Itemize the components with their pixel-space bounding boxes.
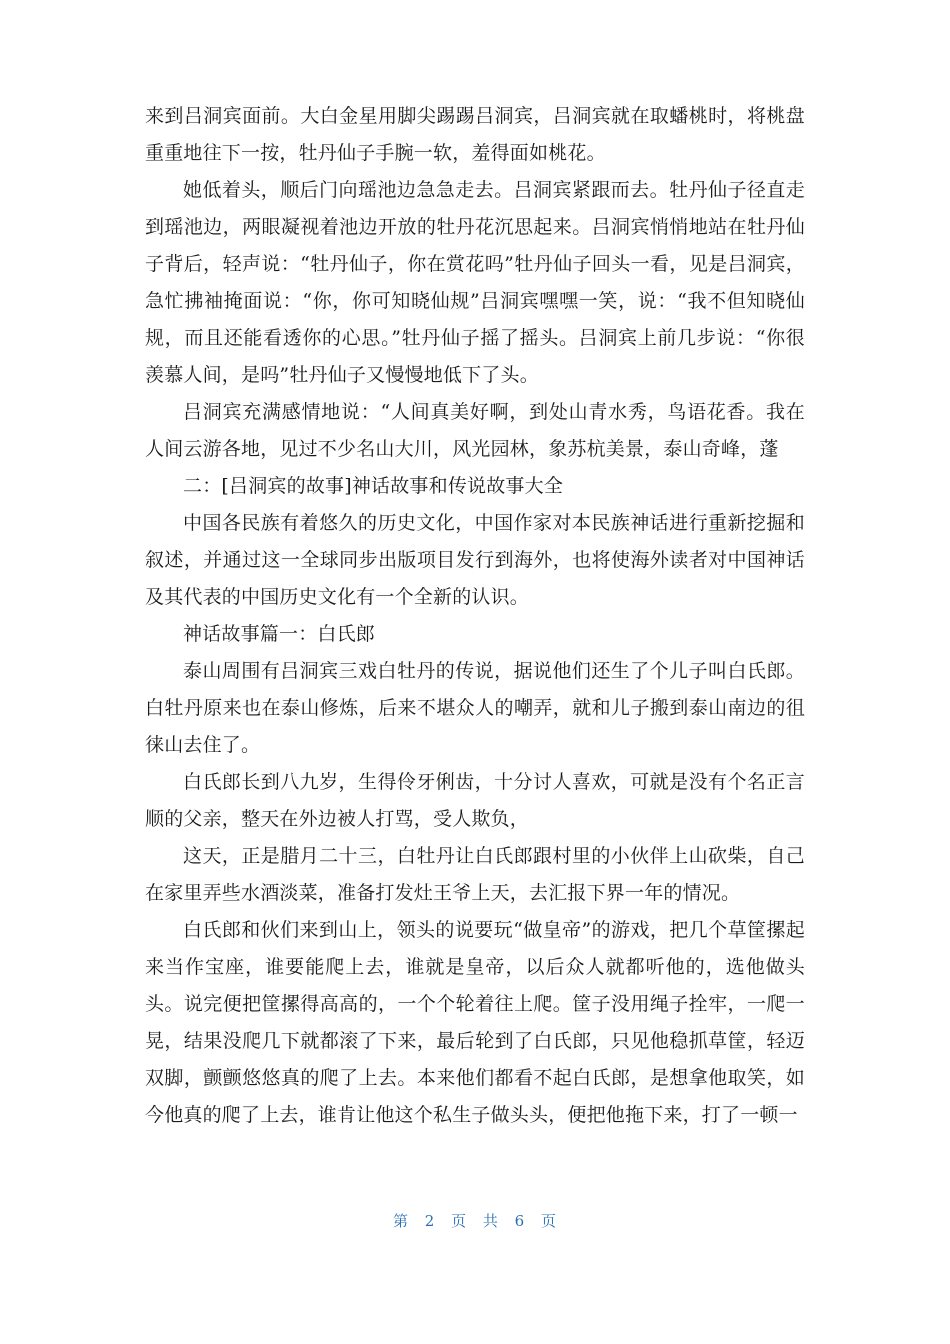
paragraph: 吕洞宾充满感情地说：“人间真美好啊，到处山青水秀，鸟语花香。我在人间云游各地，见过不少名山大川，风光园林，象苏杭美景，泰山奇峰，蓬: [145, 401, 805, 460]
paragraph: 这天，正是腊月二十三，白牡丹让白氏郎跟村里的小伙伴上山砍柴，自己在家里弄些水酒淡菜，准备打发灶王爷上天，去汇报下界一年的情况。: [145, 845, 805, 904]
paragraph: 白氏郎和伙们来到山上，领头的说要玩“做皇帝”的游戏，把几个草筐摞起来当作宝座，谁要能爬上去，谁就是皇帝，以后众人就都听他的，选他做头头。说完便把筐摞得高高的，一个个轮着往上爬。筐子没用绳子拴牢，一爬一晃，结果没爬几下就都滚了下来，最后轮到了白氏郎，只见他稳抓草筐，轻迈双脚，颤颤悠悠真的爬了上去。本来他们都看不起白氏郎，是想拿他取笑，如今他真的爬了上去，谁肯让他这个私生子做头头，便把他拖下来，打了一顿一: [145, 919, 805, 1126]
paragraph: 中国各民族有着悠久的历史文化，中国作家对本民族神话进行重新挖掘和叙述，并通过这一全球同步出版项目发行到海外，也将使海外读者对中国神话及其代表的中国历史文化有一个全新的认识。: [145, 512, 805, 608]
section-heading: 二：[吕洞宾的故事]神话故事和传说故事大全: [183, 475, 564, 497]
paragraph: 来到吕洞宾面前。大白金星用脚尖踢踢吕洞宾，吕洞宾就在取蟠桃时，将桃盘重重地往下一按，牡丹仙子手腕一软，羞得面如桃花。: [145, 105, 805, 164]
story-title: 神话故事篇一：白氏郎: [183, 623, 376, 645]
paragraph: 泰山周围有吕洞宾三戏白牡丹的传说，据说他们还生了个儿子叫白氏郎。白牡丹原来也在泰山修炼，后来不堪众人的嘲弄，就和儿子搬到泰山南边的徂徕山去住了。: [145, 660, 805, 756]
page-number-footer: 第 2 页 共 6 页: [393, 1212, 557, 1230]
paragraph: 白氏郎长到八九岁，生得伶牙俐齿，十分讨人喜欢，可就是没有个名正言顺的父亲，整天在外边被人打骂，受人欺负，: [145, 771, 805, 830]
paragraph: 她低着头，顺后门向瑶池边急急走去。吕洞宾紧跟而去。牡丹仙子径直走到瑶池边，两眼凝视着池边开放的牡丹花沉思起来。吕洞宾悄悄地站在牡丹仙子背后，轻声说：“牡丹仙子，你在赏花吗”牡丹仙子回头一看，见是吕洞宾，急忙拂袖掩面说：“你，你可知晓仙规”吕洞宾嘿嘿一笑，说：“我不但知晓仙规，而且还能看透你的心思。”牡丹仙子摇了摇头。吕洞宾上前几步说：“你很羡慕人间，是吗”牡丹仙子又慢慢地低下了头。: [145, 179, 805, 386]
document-body: [145, 98, 805, 1134]
